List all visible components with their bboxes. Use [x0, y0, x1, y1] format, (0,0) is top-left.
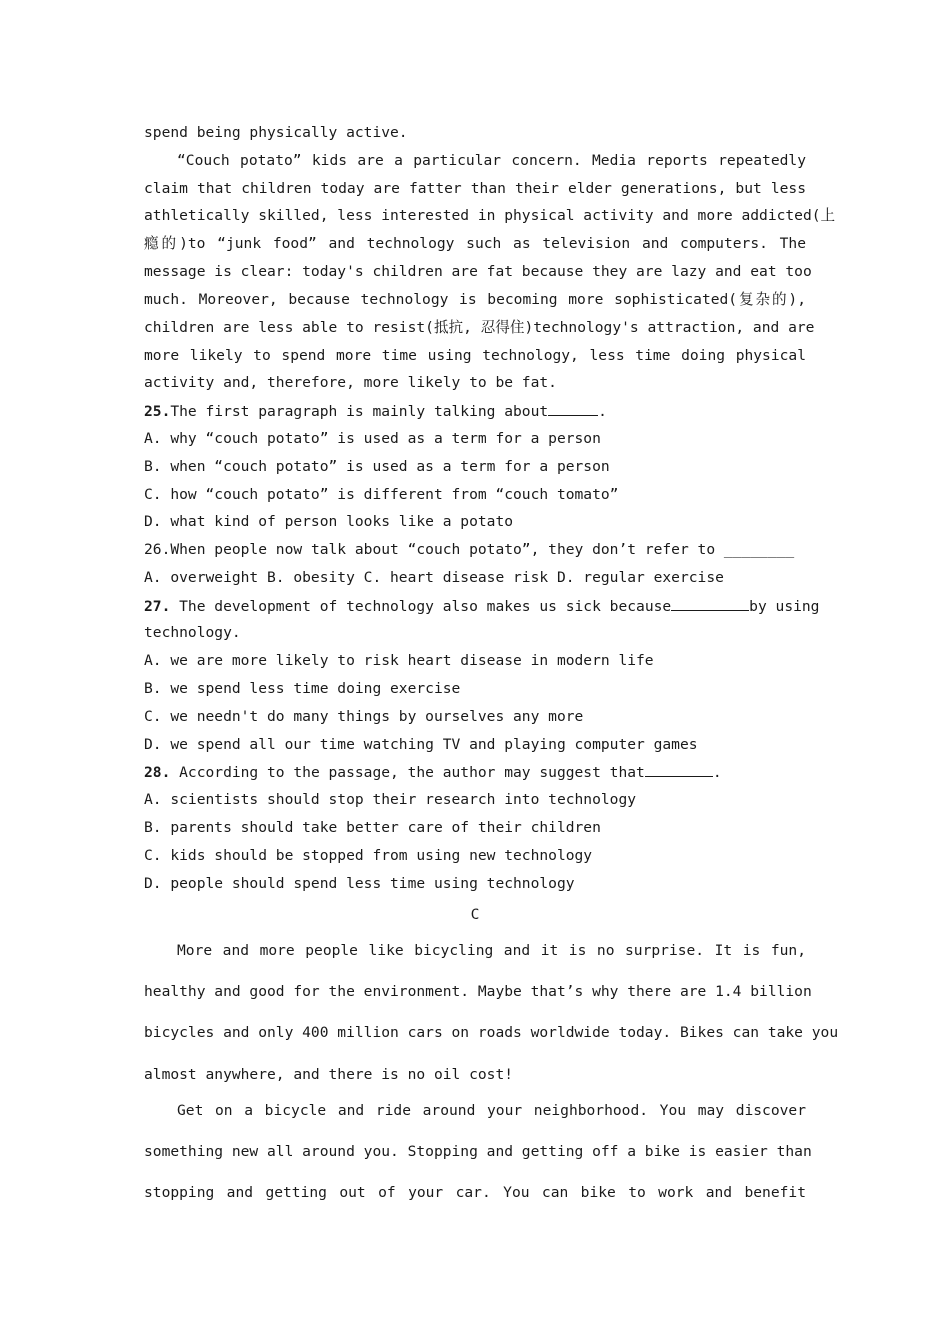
passage-b-line-6: message is clear: today's children are fat because they are lazy and eat too [144, 263, 812, 280]
passage-b-line-8: children are less able to resist(抵抗, 忍得住)technology's attraction, and are [144, 319, 815, 336]
question-25-option-a: A. why “couch potato” is used as a term for a person [144, 430, 601, 447]
question-27-stem: 27. The development of technology also makes us sick because by using [144, 598, 820, 615]
passage-b-line-9: more likely to spend more time using technology, less time doing physical [144, 347, 806, 364]
question-number: 25. [144, 403, 171, 420]
passage-c-line-4: almost anywhere, and there is no oil cost! [144, 1066, 514, 1083]
question-28-option-a: A. scientists should stop their research into technology [144, 791, 637, 808]
question-text: The first paragraph is mainly talking about [170, 403, 549, 420]
passage-b-line-2: “Couch potato” kids are a particular concern. Media reports repeatedly [177, 152, 806, 169]
question-number: 27. [144, 598, 171, 615]
question-28-option-d: D. people should spend less time using technology [144, 875, 575, 892]
answer-blank [548, 401, 598, 416]
question-27-option-d: D. we spend all our time watching TV and playing computer games [144, 736, 698, 753]
passage-c-line-2: healthy and good for the environment. Maybe that’s why there are 1.4 billion [144, 983, 812, 1000]
answer-blank [671, 596, 749, 611]
question-25-option-b: B. when “couch potato” is used as a term for a person [144, 458, 610, 475]
passage-c-line-7: stopping and getting out of your car. You can bike to work and benefit [144, 1184, 806, 1201]
question-26-options: A. overweight B. obesity C. heart disease risk D. regular exercise [144, 569, 724, 586]
passage-c-line-3: bicycles and only 400 million cars on roads worldwide today. Bikes can take you [144, 1024, 839, 1041]
question-28-option-b: B. parents should take better care of their children [144, 819, 601, 836]
section-heading: C [470, 906, 480, 923]
passage-c-line-6: something new all around you. Stopping and getting off a bike is easier than [144, 1143, 812, 1160]
passage-b-line-3: claim that children today are fatter than their elder generations, but less [144, 180, 806, 197]
question-text: According to the passage, the author may suggest that [170, 764, 645, 781]
answer-blank [645, 762, 713, 777]
passage-b-line-7: much. Moreover, because technology is becoming more sophisticated(复杂的), [144, 291, 806, 308]
question-26-stem [144, 540, 806, 560]
passage-b-line-5: 瘾的)to “junk food” and technology such as television and computers. The [144, 235, 806, 252]
question-27-option-c: C. we needn't do many things by ourselves any more [144, 708, 584, 725]
passage-b-line-4: athletically skilled, less interested in physical activity and more addicted(上 [144, 207, 836, 224]
question-27-option-a: A. we are more likely to risk heart disease in modern life [144, 652, 654, 669]
question-number: 26. [144, 541, 171, 558]
passage-b-line-10: activity and, therefore, more likely to be fat. [144, 374, 557, 391]
question-text: The development of technology also makes us sick because [170, 598, 672, 615]
passage-c-line-1: More and more people like bicycling and it is no surprise. It is fun, [177, 942, 806, 959]
question-text: When people now talk about “couch potato”, they don’t refer to ________ [170, 541, 795, 558]
question-number: 28. [144, 764, 171, 781]
passage-b-line-1: spend being physically active. [144, 124, 408, 141]
question-27-option-b: B. we spend less time doing exercise [144, 680, 461, 697]
question-25-option-d: D. what kind of person looks like a potato [144, 513, 514, 530]
question-28-option-c: C. kids should be stopped from using new technology [144, 847, 593, 864]
question-25-option-c: C. how “couch potato” is different from “couch tomato” [144, 486, 619, 503]
question-28-stem: 28. According to the passage, the author may suggest that . [144, 764, 722, 781]
question-25-stem: 25.The first paragraph is mainly talking about . [144, 403, 607, 420]
passage-c-line-5: Get on a bicycle and ride around your neighborhood. You may discover [177, 1102, 806, 1119]
question-27-stem-cont: technology. [144, 624, 241, 641]
